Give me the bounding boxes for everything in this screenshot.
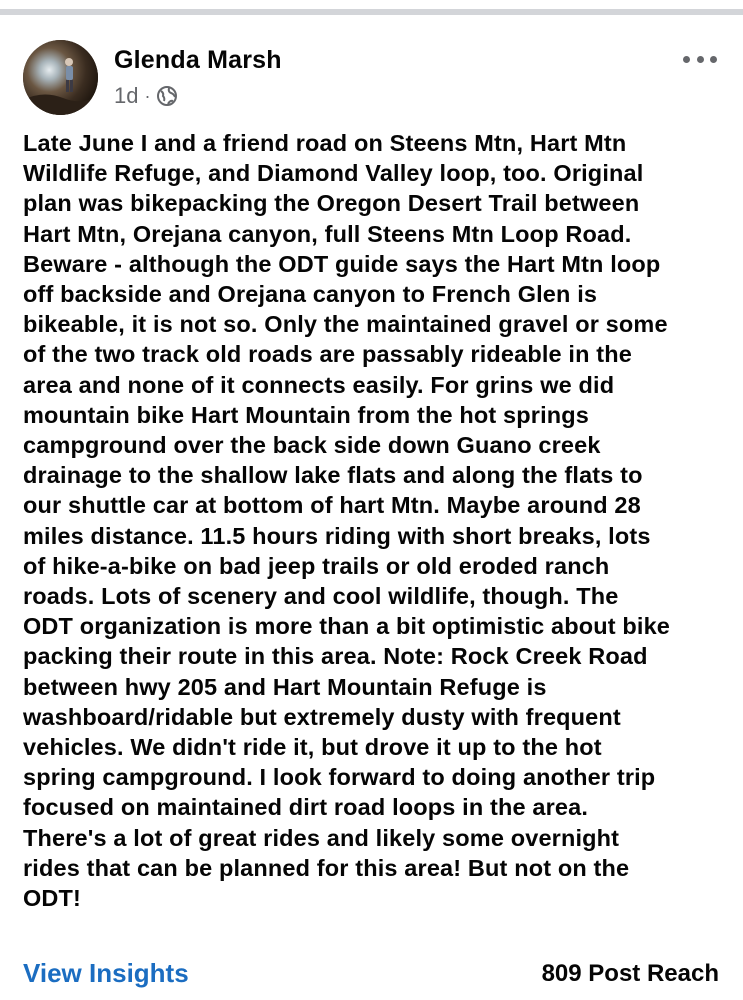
more-dot [697,56,704,63]
post-text-line: bikeable, it is not so. Only the maintained gravel or some [23,311,668,338]
avatar-photo-icon [23,40,98,115]
post-text-line: our shuttle car at bottom of hart Mtn. Maybe around 28 [23,492,641,519]
post-text-line: ODT organization is more than a bit optimistic about bike [23,613,671,640]
post-text-line: Wildlife Refuge, and Diamond Valley loop, too. Original [23,160,644,187]
post-timestamp[interactable]: 1d [114,83,139,108]
post-reach-count: 809 Post Reach [541,960,719,987]
post-text-line: of the two track old roads are passably rideable in the [23,341,632,368]
post-text-line: roads. Lots of scenery and cool wildlife, though. The [23,583,619,610]
post-text-line: area and none of it connects easily. For grins we did [23,371,615,398]
more-dot [710,56,717,63]
post-text-line: focused on maintained dirt road loops in the area. [23,794,589,821]
post-text-line: washboard/ridable but extremely dusty with frequent [23,703,621,730]
post-text-line: mountain bike Hart Mountain from the hot springs [23,401,589,428]
more-options-icon[interactable] [683,50,717,68]
top-divider [0,0,743,15]
post-text-line: packing their route in this area. Note: Rock Creek Road [23,643,648,670]
post-text-line: vehicles. We didn't ride it, but drove it up to the hot [23,734,602,761]
post-meta [114,83,178,109]
view-insights-link[interactable]: View Insights [23,958,189,988]
post-text-line: campground over the back side down Guano creek [23,432,601,459]
more-dot [683,56,690,63]
post-text-line: There's a lot of great rides and likely some overnight [23,824,620,851]
post-text-line: Beware - although the ODT guide says the Hart Mtn loop [23,250,661,277]
meta-separator: · [144,85,151,106]
post-text-line: plan was bikepacking the Oregon Desert Trail between [23,190,640,217]
post-body [23,128,728,913]
post-text-line: rides that can be planned for this area! But not on the [23,854,630,881]
post-text-line: miles distance. 11.5 hours riding with short breaks, lots [23,522,651,549]
post-text-line: Late June I and a friend road on Steens Mtn, Hart Mtn [23,130,627,156]
post-text-line: of hike-a-bike on bad jeep trails or old eroded ranch [23,552,610,579]
author-name[interactable]: Glenda Marsh [114,46,282,74]
post-text-line: spring campground. I look forward to doing another trip [23,764,656,791]
post-text-line: between hwy 205 and Hart Mountain Refuge is [23,673,547,700]
avatar[interactable] [23,40,98,115]
post-text-line: Hart Mtn, Orejana canyon, full Steens Mtn Loop Road. [23,220,632,247]
globe-icon[interactable] [156,85,178,107]
post-text-line: off backside and Orejana canyon to French Glen is [23,281,598,308]
post-text-line: ODT! [23,885,82,912]
post-text-line: drainage to the shallow lake flats and along the flats to [23,462,643,489]
